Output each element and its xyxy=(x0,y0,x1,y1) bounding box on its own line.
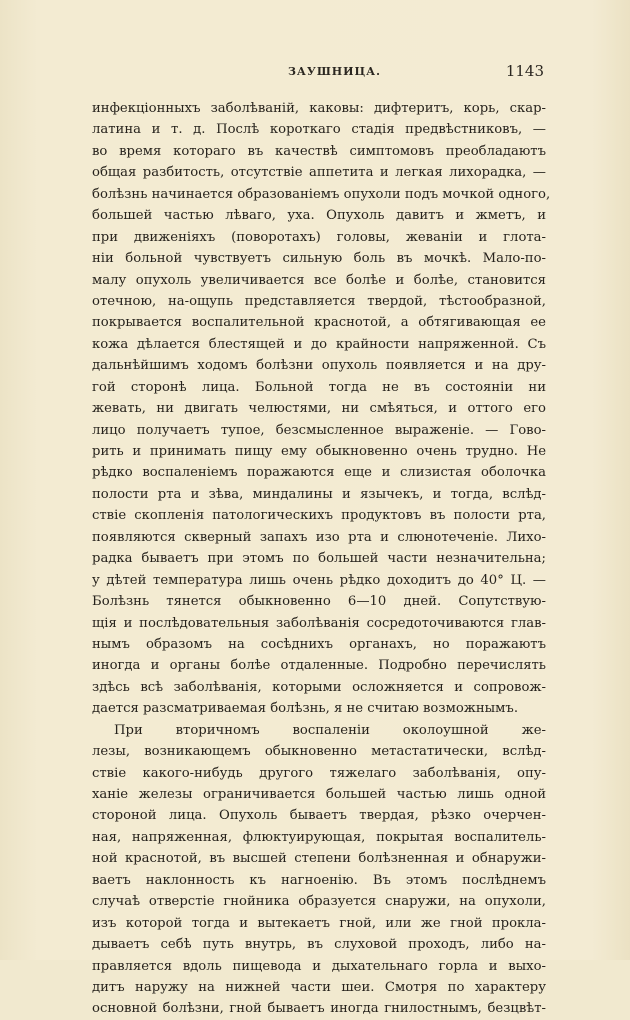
page-number: 1143 xyxy=(505,62,544,80)
text-line: лезы, возникающемъ обыкновенно метастатически, вслѣд- xyxy=(92,744,546,760)
text-line: ханіе железы ограничивается большей частью лишь одной xyxy=(92,787,546,802)
text-line: дываетъ себѣ путь внутрь, въ слуховой проходъ, либо на- xyxy=(92,937,546,953)
text-line: радка бываетъ при этомъ по большей части незначительна; xyxy=(92,551,546,567)
text-line: рѣдко воспаленіемъ поражаются еще и слизистая оболочка xyxy=(92,465,546,481)
text-line: случаѣ отверстіе гнойника образуется снаружи, на опухоли, xyxy=(92,894,546,910)
text-line: малу опухоль увеличивается все болѣе и болѣе, становится xyxy=(92,272,546,288)
text-line: стороной лица. Опухоль бываетъ твердая, рѣзко очерчен- xyxy=(92,808,546,824)
text-line: рить и принимать пищу ему обыкновенно очень трудно. Не xyxy=(92,444,546,459)
body-text xyxy=(92,98,551,1020)
text-line: большей частью лѣваго, уха. Опухоль давитъ и жметъ, и xyxy=(92,208,546,224)
page-header xyxy=(92,63,544,83)
text-line: появляются скверный запахъ изо рта и слюнотеченіе. Лихо- xyxy=(92,529,546,545)
text-line: латина и т. д. Послѣ короткаго стадія предвѣстниковъ, — xyxy=(92,122,546,138)
text-line: ной краснотой, въ высшей степени болѣзненная и обнаружи- xyxy=(92,851,546,867)
text-line: инфекціонныхъ заболѣваній, каковы: дифтеритъ, корь, скар- xyxy=(92,101,546,116)
text-line: При вторичномъ воспаленіи околоушной же- xyxy=(114,722,546,738)
text-line: основной болѣзни, гной бываетъ иногда гнилостнымъ, безцвѣт- xyxy=(92,1001,546,1017)
text-line: дальнѣйшимъ ходомъ болѣзни опухоль появляется и на дру- xyxy=(92,358,546,374)
text-line: ная, напряженная, флюктуирующая, покрытая воспалитель- xyxy=(92,829,546,845)
running-title: ЗАУШНИЦА. xyxy=(288,65,381,78)
text-line: ваетъ наклонность къ нагноенію. Въ этомъ послѣднемъ xyxy=(92,872,546,888)
text-line: правляется вдоль пищевода и дыхательнаго горла и выхо- xyxy=(92,958,546,974)
text-line: покрывается воспалительной краснотой, а обтягивающая ее xyxy=(92,315,546,331)
text-line: у дѣтей температура лишь очень рѣдко доходитъ до 40° Ц. — xyxy=(92,572,546,588)
text-line: ніи больной чувствуетъ сильную боль въ мочкѣ. Мало-по- xyxy=(92,251,546,267)
text-line: кожа дѣлается блестящей и до крайности напряженной. Съ xyxy=(92,336,546,352)
text-line: нымъ образомъ на сосѣднихъ органахъ, но поражаютъ xyxy=(92,636,546,652)
text-line: иногда и органы болѣе отдаленные. Подробно перечислять xyxy=(92,658,546,674)
text-line: ствіе скопленія патологическихъ продуктовъ въ полости рта, xyxy=(92,508,546,524)
text-line: изъ которой тогда и вытекаетъ гной, или же гной прокла- xyxy=(92,915,546,931)
text-line: лицо получаетъ тупое, безсмысленное выраженіе. — Гово- xyxy=(92,422,546,438)
text-line: полости рта и зѣва, миндалины и язычекъ, и тогда, вслѣд- xyxy=(92,486,546,502)
text-line: жевать, ни двигать челюстями, ни смѣяться, и оттого его xyxy=(92,401,546,417)
text-line: ствіе какого-нибудь другого тяжелаго заболѣванія, опу- xyxy=(92,765,546,781)
text-line: Болѣзнь тянется обыкновенно 6—10 дней. Сопутствую- xyxy=(92,594,546,610)
text-line: щія и послѣдовательныя заболѣванія сосредоточиваются глав- xyxy=(92,615,546,631)
text-line: здѣсь всѣ заболѣванія, которыми осложняется и сопровож- xyxy=(92,679,546,695)
text-line: при движеніяхъ (поворотахъ) головы, жеваніи и глота- xyxy=(92,229,546,245)
text-line: гой сторонѣ лица. Больной тогда не въ состояніи ни xyxy=(92,379,546,395)
text-line: отечною, на-ощупь представляется твердой, тѣстообразной, xyxy=(92,293,546,309)
text-line: во время котораго въ качествѣ симптомовъ преобладаютъ xyxy=(92,143,546,159)
text-line: дитъ наружу на нижней части шеи. Смотря по характеру xyxy=(92,979,546,995)
text-line: дается разсматриваемая болѣзнь, я не считаю возможнымъ. xyxy=(92,701,519,717)
text-line: болѣзнь начинается образованіемъ опухоли подъ мочкой одного, xyxy=(92,186,551,202)
text-line: общая разбитость, отсутствіе аппетита и легкая лихорадка, — xyxy=(92,165,546,181)
